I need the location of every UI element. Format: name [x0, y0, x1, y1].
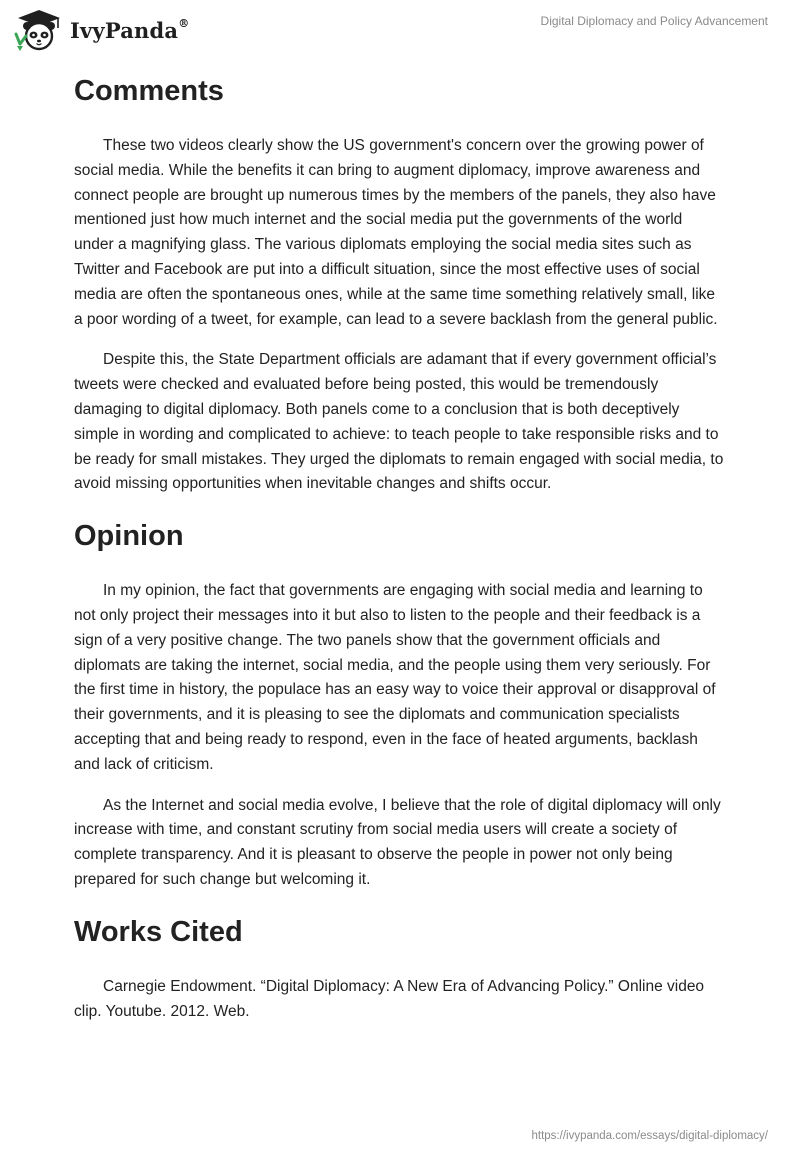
- citation-entry: Carnegie Endowment. “Digital Diplomacy: A New Era of Advancing Policy.” Online video clip. Youtube. 2012. Web.: [74, 977, 705, 1020]
- panda-graduate-icon: [14, 8, 64, 52]
- document-title: Digital Diplomacy and Policy Advancement: [540, 14, 768, 28]
- page-header: [0, 0, 800, 64]
- section-works-cited: [74, 911, 724, 1025]
- footer-url-link[interactable]: https://ivypanda.com/essays/digital-diplomacy/: [531, 1130, 768, 1142]
- section-opinion: [74, 515, 724, 893]
- ivypanda-logo[interactable]: [14, 8, 189, 52]
- section-comments: [74, 70, 724, 497]
- comments-paragraph-1: These two videos clearly show the US government's concern over the growing power of social media. While the benefits it can bring to augment diplomacy, improve awareness and connect people are brought up numerous times by the members of the panels, they also have mentioned just how much internet and the social media put the governments of the world under a magnifying glass. The various diplomats employing the social media sites such as Twitter and Facebook are put into a difficult situation, since the most effective uses of social media are often the spontaneous ones, while at the same time something relatively small, like a poor wording of a tweet, for example, can lead to a severe backlash from the general public.: [74, 137, 718, 328]
- comments-paragraph-2: Despite this, the State Department officials are adamant that if every government official’s tweets were checked and evaluated before being posted, this would be tremendously damaging to digital diplomacy. Both panels come to a conclusion that is both deceptively simple in wording and complicated to achieve: to teach people to take responsible risks and to be ready for small mistakes. They urged the diplomats to remain engaged with social media, to avoid missing opportunities when inevitable changes and shifts occur.: [74, 351, 724, 493]
- heading-opinion: Opinion: [74, 520, 184, 553]
- heading-comments: Comments: [74, 75, 224, 107]
- essay-content: [74, 70, 724, 1024]
- opinion-paragraph-2: As the Internet and social media evolve, I believe that the role of digital diplomacy will only increase with time, and constant scrutiny from social media users will create a society of complete transparency. And it is pleasant to observe the people in power not only being prepared for such change but welcoming it.: [74, 796, 721, 888]
- heading-works-cited: Works Cited: [74, 915, 243, 948]
- brand-name: IvyPanda®: [70, 16, 190, 43]
- opinion-paragraph-1: In my opinion, the fact that governments are engaging with social media and learning to not only project their messages into it but also to listen to the people and their feedback is a sign of a very positive change. The two panels show that the government officials and diplomats are taking the internet, social media, and the people using them very seriously. For the first time in history, the populace has an easy way to voice their approval or disapproval of their governments, and it is pleasing to see the diplomats and communication specialists accepting that and being ready to respond, even in the face of heated arguments, backlash and lack of criticism.: [74, 582, 716, 773]
